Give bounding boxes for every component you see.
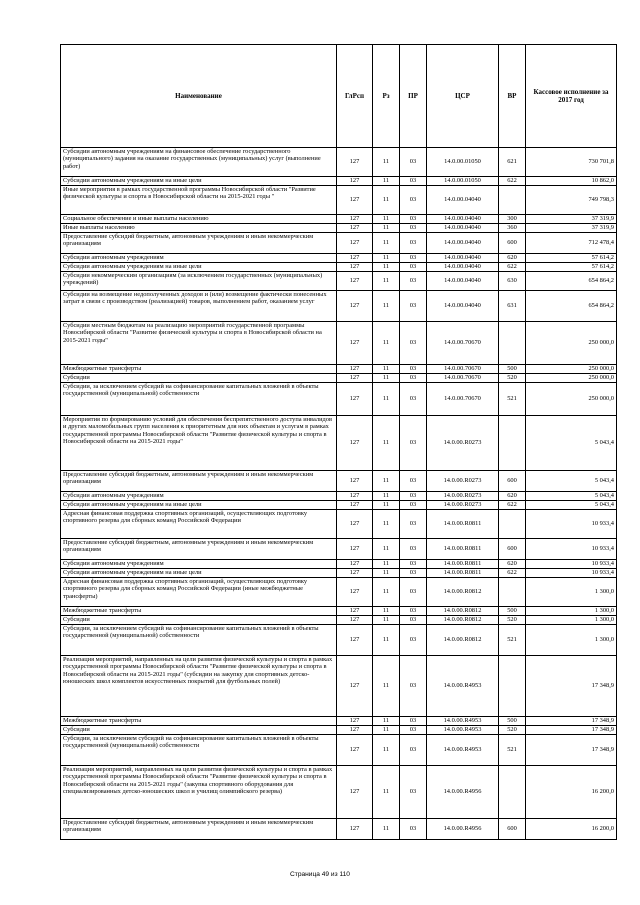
cell-vr (499, 510, 526, 539)
cell-name: Предоставление субсидий бюджетным, автономным учреждениям и иным некоммерческим организациям (61, 539, 337, 560)
cell-rz: 11 (373, 263, 400, 272)
header-amount: Кассовое исполнение за 2017 год (526, 45, 617, 148)
cell-grbs: 127 (337, 726, 373, 735)
cell-vr: 500 (499, 717, 526, 726)
table-row (61, 374, 617, 383)
cell-csr: 14.0.00.04040 (427, 272, 499, 291)
cell-amount: 17 348,9 (526, 656, 617, 717)
cell-amount: 712 478,4 (526, 233, 617, 254)
table-row (61, 569, 617, 578)
cell-vr: 600 (499, 233, 526, 254)
table-row (61, 322, 617, 365)
cell-amount: 250 000,0 (526, 322, 617, 365)
cell-csr: 14.0.00.R0273 (427, 501, 499, 510)
cell-name: Межбюджетные трансферты (61, 717, 337, 726)
cell-rz: 11 (373, 735, 400, 766)
cell-amount: 730 701,8 (526, 148, 617, 177)
header-vr: ВР (499, 45, 526, 148)
cell-vr: 500 (499, 365, 526, 374)
cell-rz: 11 (373, 215, 400, 224)
cell-vr (499, 766, 526, 819)
cell-rz: 11 (373, 272, 400, 291)
cell-vr: 622 (499, 263, 526, 272)
header-name: Наименование (61, 45, 337, 148)
cell-grbs: 127 (337, 416, 373, 471)
cell-pr: 03 (400, 539, 427, 560)
table-row (61, 501, 617, 510)
cell-name: Адресная финансовая поддержка спортивных организаций, осуществляющих подготовку спортивного резерва для сборных команд Российской Федерации (61, 510, 337, 539)
cell-pr: 03 (400, 322, 427, 365)
cell-amount: 37 319,9 (526, 224, 617, 233)
table-row (61, 819, 617, 840)
cell-csr: 14.0.00.R0811 (427, 510, 499, 539)
table-row (61, 560, 617, 569)
table-row (61, 416, 617, 471)
cell-vr (499, 578, 526, 607)
table-row (61, 607, 617, 616)
cell-pr: 03 (400, 766, 427, 819)
table-row (61, 233, 617, 254)
cell-rz: 11 (373, 233, 400, 254)
cell-vr (499, 186, 526, 215)
cell-vr: 622 (499, 501, 526, 510)
page-number: Страница 49 из 110 (290, 871, 350, 878)
cell-grbs: 127 (337, 272, 373, 291)
cell-pr: 03 (400, 492, 427, 501)
cell-amount: 250 000,0 (526, 374, 617, 383)
cell-pr: 03 (400, 625, 427, 656)
cell-amount: 16 200,0 (526, 766, 617, 819)
cell-grbs: 127 (337, 819, 373, 840)
cell-name: Предоставление субсидий бюджетным, автономным учреждениям и иным некоммерческим организациям (61, 819, 337, 840)
cell-rz: 11 (373, 291, 400, 322)
cell-pr: 03 (400, 291, 427, 322)
cell-csr: 14.0.00.04040 (427, 215, 499, 224)
cell-csr: 14.0.00.R0812 (427, 578, 499, 607)
cell-vr: 520 (499, 616, 526, 625)
cell-csr: 14.0.00.R0273 (427, 416, 499, 471)
table-row (61, 616, 617, 625)
cell-grbs: 127 (337, 717, 373, 726)
cell-grbs: 127 (337, 766, 373, 819)
cell-amount: 5 043,4 (526, 416, 617, 471)
cell-grbs: 127 (337, 656, 373, 717)
cell-csr: 14.0.00.04040 (427, 233, 499, 254)
cell-pr: 03 (400, 416, 427, 471)
header-pr: ПР (400, 45, 427, 148)
cell-vr: 620 (499, 492, 526, 501)
cell-amount: 5 043,4 (526, 501, 617, 510)
cell-rz: 11 (373, 254, 400, 263)
table-row (61, 539, 617, 560)
cell-pr: 03 (400, 560, 427, 569)
cell-vr: 300 (499, 215, 526, 224)
cell-grbs: 127 (337, 569, 373, 578)
cell-name: Социальное обеспечение и иные выплаты населению (61, 215, 337, 224)
cell-pr: 03 (400, 177, 427, 186)
cell-vr: 600 (499, 819, 526, 840)
table-row (61, 578, 617, 607)
cell-csr: 14.0.00.R0273 (427, 471, 499, 492)
cell-name: Субсидии автономным учреждениям на иные цели (61, 501, 337, 510)
cell-pr: 03 (400, 501, 427, 510)
cell-grbs: 127 (337, 735, 373, 766)
cell-amount: 250 000,0 (526, 365, 617, 374)
cell-amount: 749 798,3 (526, 186, 617, 215)
table-row (61, 224, 617, 233)
cell-csr: 14.0.00.R4953 (427, 726, 499, 735)
cell-amount: 5 043,4 (526, 471, 617, 492)
cell-grbs: 127 (337, 607, 373, 616)
cell-name: Мероприятия по формированию условий для обеспечения беспрепятственного доступа инвалидов и других маломобильных групп населения к приоритетным для них объектам и услугам в рамках государственной программы Новосибирской области "Развитие физической культуры и спорта в Новосибирской области на 2015-2021 годы" (61, 416, 337, 471)
cell-csr: 14.0.00.R4956 (427, 819, 499, 840)
cell-vr: 600 (499, 539, 526, 560)
cell-grbs: 127 (337, 263, 373, 272)
cell-csr: 14.0.00.R4953 (427, 656, 499, 717)
cell-grbs: 127 (337, 291, 373, 322)
header-grbs: ГлРсп (337, 45, 373, 148)
cell-rz: 11 (373, 717, 400, 726)
cell-rz: 11 (373, 625, 400, 656)
cell-grbs: 127 (337, 616, 373, 625)
cell-rz: 11 (373, 569, 400, 578)
cell-name: Межбюджетные трансферты (61, 607, 337, 616)
cell-csr: 14.0.00.70670 (427, 365, 499, 374)
cell-csr: 14.0.00.04040 (427, 254, 499, 263)
cell-rz: 11 (373, 186, 400, 215)
cell-vr: 620 (499, 560, 526, 569)
cell-csr: 14.0.00.70670 (427, 322, 499, 365)
cell-rz: 11 (373, 819, 400, 840)
cell-pr: 03 (400, 616, 427, 625)
table-row (61, 510, 617, 539)
header-csr: ЦСР (427, 45, 499, 148)
cell-name: Субсидии на возмещение недополученных доходов и (или) возмещение фактически понесенных затрат в связи с производством (реализацией) товаров, выполнением работ, оказанием услуг (61, 291, 337, 322)
cell-grbs: 127 (337, 224, 373, 233)
cell-vr: 520 (499, 726, 526, 735)
cell-amount: 10 933,4 (526, 560, 617, 569)
cell-name: Субсидии автономным учреждениям (61, 254, 337, 263)
cell-amount: 5 043,4 (526, 492, 617, 501)
cell-csr: 14.0.00.04040 (427, 224, 499, 233)
cell-pr: 03 (400, 607, 427, 616)
table-row (61, 186, 617, 215)
cell-rz: 11 (373, 578, 400, 607)
cell-rz: 11 (373, 560, 400, 569)
table-row (61, 735, 617, 766)
cell-amount: 1 300,0 (526, 607, 617, 616)
cell-grbs: 127 (337, 374, 373, 383)
table-row (61, 717, 617, 726)
cell-amount: 57 614,2 (526, 254, 617, 263)
cell-grbs: 127 (337, 471, 373, 492)
cell-csr: 14.0.00.R4953 (427, 717, 499, 726)
cell-grbs: 127 (337, 322, 373, 365)
cell-grbs: 127 (337, 186, 373, 215)
cell-vr: 631 (499, 291, 526, 322)
cell-name: Субсидии автономным учреждениям на иные цели (61, 177, 337, 186)
cell-grbs: 127 (337, 215, 373, 224)
cell-grbs: 127 (337, 177, 373, 186)
table-body (61, 148, 617, 840)
budget-execution-table (60, 44, 617, 840)
cell-name: Субсидии автономным учреждениям на иные цели (61, 569, 337, 578)
cell-amount: 10 933,4 (526, 539, 617, 560)
cell-pr: 03 (400, 656, 427, 717)
cell-name: Межбюджетные трансферты (61, 365, 337, 374)
table-row (61, 766, 617, 819)
cell-rz: 11 (373, 539, 400, 560)
cell-pr: 03 (400, 148, 427, 177)
cell-csr: 14.0.00.R0812 (427, 625, 499, 656)
cell-pr: 03 (400, 819, 427, 840)
cell-grbs: 127 (337, 233, 373, 254)
cell-pr: 03 (400, 569, 427, 578)
cell-rz: 11 (373, 616, 400, 625)
table-row (61, 254, 617, 263)
cell-grbs: 127 (337, 510, 373, 539)
cell-csr: 14.0.00.R0811 (427, 539, 499, 560)
table-row (61, 148, 617, 177)
cell-name: Субсидии местным бюджетам на реализацию мероприятий государственной программы Новосибирской области "Развитие физической культуры и спорта в Новосибирской области на 2015-2021 годы" (61, 322, 337, 365)
table-row (61, 726, 617, 735)
cell-vr: 521 (499, 735, 526, 766)
cell-csr: 14.0.00.04040 (427, 186, 499, 215)
cell-name: Субсидии автономным учреждениям (61, 560, 337, 569)
cell-amount: 250 000,0 (526, 383, 617, 416)
cell-rz: 11 (373, 510, 400, 539)
cell-grbs: 127 (337, 492, 373, 501)
cell-pr: 03 (400, 717, 427, 726)
cell-rz: 11 (373, 374, 400, 383)
cell-vr: 500 (499, 607, 526, 616)
cell-amount: 10 933,4 (526, 569, 617, 578)
cell-vr: 520 (499, 374, 526, 383)
cell-csr: 14.0.00.04040 (427, 291, 499, 322)
cell-name: Субсидии (61, 726, 337, 735)
cell-pr: 03 (400, 233, 427, 254)
table-row (61, 625, 617, 656)
cell-pr: 03 (400, 186, 427, 215)
cell-name: Реализация мероприятий, направленных на цели развития физической культуры и спорта в рамках государственной программы Новосибирской области "Развитие физической культуры и спорта в Новосибирской области на 2015-2021 годы" (закупка спортивного оборудования для специализированных детско-юношеских школ и училищ олимпийского резерва) (61, 766, 337, 819)
cell-amount: 57 614,2 (526, 263, 617, 272)
cell-amount: 1 300,0 (526, 578, 617, 607)
cell-vr: 630 (499, 272, 526, 291)
cell-vr: 622 (499, 569, 526, 578)
cell-rz: 11 (373, 726, 400, 735)
cell-amount: 16 200,0 (526, 819, 617, 840)
cell-name: Субсидии автономным учреждениям (61, 492, 337, 501)
cell-grbs: 127 (337, 254, 373, 263)
table-row (61, 383, 617, 416)
cell-name: Предоставление субсидий бюджетным, автономным учреждениям и иным некоммерческим организациям (61, 471, 337, 492)
cell-rz: 11 (373, 224, 400, 233)
cell-name: Предоставление субсидий бюджетным, автономным учреждениям и иным некоммерческим организациям (61, 233, 337, 254)
cell-grbs: 127 (337, 501, 373, 510)
cell-name: Субсидии некоммерческим организациям (за исключением государственных (муниципальных) учреждений) (61, 272, 337, 291)
cell-rz: 11 (373, 322, 400, 365)
cell-amount: 1 300,0 (526, 625, 617, 656)
cell-amount: 17 348,9 (526, 726, 617, 735)
cell-rz: 11 (373, 501, 400, 510)
table-row (61, 291, 617, 322)
cell-pr: 03 (400, 224, 427, 233)
cell-pr: 03 (400, 374, 427, 383)
cell-pr: 03 (400, 471, 427, 492)
table-row (61, 272, 617, 291)
cell-grbs: 127 (337, 625, 373, 656)
cell-name: Субсидии автономным учреждениям на иные цели (61, 263, 337, 272)
cell-rz: 11 (373, 416, 400, 471)
cell-vr: 600 (499, 471, 526, 492)
cell-vr: 521 (499, 383, 526, 416)
table-row (61, 471, 617, 492)
cell-amount: 10 933,4 (526, 510, 617, 539)
cell-pr: 03 (400, 263, 427, 272)
cell-csr: 14.0.00.70670 (427, 374, 499, 383)
cell-pr: 03 (400, 365, 427, 374)
cell-csr: 14.0.00.R0273 (427, 492, 499, 501)
cell-vr: 621 (499, 148, 526, 177)
cell-name: Субсидии, за исключением субсидий на софинансирование капитальных вложений в объекты государственной (муниципальной) собственности (61, 383, 337, 416)
cell-pr: 03 (400, 383, 427, 416)
table-row (61, 215, 617, 224)
cell-rz: 11 (373, 471, 400, 492)
table-header-row (61, 45, 617, 148)
cell-name: Иные выплаты населению (61, 224, 337, 233)
cell-vr: 360 (499, 224, 526, 233)
cell-rz: 11 (373, 766, 400, 819)
cell-amount: 17 348,9 (526, 717, 617, 726)
cell-vr: 620 (499, 254, 526, 263)
cell-grbs: 127 (337, 560, 373, 569)
cell-vr (499, 656, 526, 717)
table-row (61, 365, 617, 374)
cell-amount: 654 864,2 (526, 291, 617, 322)
table-row (61, 177, 617, 186)
cell-name: Иные мероприятия в рамках государственной программы Новосибирской области "Развитие физической культуры и спорта в Новосибирской области на 2015-2021 годы " (61, 186, 337, 215)
cell-name: Субсидии (61, 374, 337, 383)
cell-rz: 11 (373, 492, 400, 501)
cell-pr: 03 (400, 578, 427, 607)
cell-amount: 1 300,0 (526, 616, 617, 625)
cell-grbs: 127 (337, 365, 373, 374)
cell-pr: 03 (400, 215, 427, 224)
cell-csr: 14.0.00.01050 (427, 177, 499, 186)
table-row (61, 656, 617, 717)
cell-amount: 37 319,9 (526, 215, 617, 224)
cell-rz: 11 (373, 383, 400, 416)
cell-grbs: 127 (337, 539, 373, 560)
cell-vr (499, 322, 526, 365)
cell-csr: 14.0.00.01050 (427, 148, 499, 177)
cell-rz: 11 (373, 177, 400, 186)
cell-rz: 11 (373, 607, 400, 616)
header-rz: Рз (373, 45, 400, 148)
cell-grbs: 127 (337, 148, 373, 177)
cell-name: Субсидии, за исключением субсидий на софинансирование капитальных вложений в объекты государственной (муниципальной) собственности (61, 735, 337, 766)
cell-name: Субсидии (61, 616, 337, 625)
cell-name: Реализация мероприятий, направленных на цели развития физической культуры и спорта в рамках государственной программы Новосибирской области "Развитие физической культуры и спорта в Новосибирской области на 2015-2021 годы" (субсидии на закупку для спортивных детско-юношеских школ комплектов искусственных покрытий для футбольных полей) (61, 656, 337, 717)
cell-csr: 14.0.00.R4956 (427, 766, 499, 819)
cell-csr: 14.0.00.R0811 (427, 560, 499, 569)
cell-pr: 03 (400, 735, 427, 766)
cell-pr: 03 (400, 726, 427, 735)
cell-csr: 14.0.00.04040 (427, 263, 499, 272)
cell-rz: 11 (373, 148, 400, 177)
cell-pr: 03 (400, 272, 427, 291)
cell-grbs: 127 (337, 578, 373, 607)
cell-rz: 11 (373, 365, 400, 374)
cell-vr (499, 416, 526, 471)
cell-csr: 14.0.00.R0812 (427, 616, 499, 625)
cell-csr: 14.0.00.R0812 (427, 607, 499, 616)
cell-name: Субсидии автономным учреждениям на финансовое обеспечение государственного (муниципального) задания на оказание государственных (муниципальных) услуг (выполнение работ) (61, 148, 337, 177)
cell-rz: 11 (373, 656, 400, 717)
cell-amount: 10 862,0 (526, 177, 617, 186)
cell-csr: 14.0.00.R4953 (427, 735, 499, 766)
table-row (61, 492, 617, 501)
cell-pr: 03 (400, 510, 427, 539)
cell-pr: 03 (400, 254, 427, 263)
cell-name: Адресная финансовая поддержка спортивных организаций, осуществляющих подготовку спортивного резерва для сборных команд Российской Федерации (иные межбюджетные трансферты) (61, 578, 337, 607)
cell-csr: 14.0.00.70670 (427, 383, 499, 416)
cell-amount: 17 348,9 (526, 735, 617, 766)
table-row (61, 263, 617, 272)
cell-amount: 654 864,2 (526, 272, 617, 291)
cell-name: Субсидии, за исключением субсидий на софинансирование капитальных вложений в объекты государственной (муниципальной) собственности (61, 625, 337, 656)
cell-csr: 14.0.00.R0811 (427, 569, 499, 578)
cell-grbs: 127 (337, 383, 373, 416)
cell-vr: 521 (499, 625, 526, 656)
cell-vr: 622 (499, 177, 526, 186)
